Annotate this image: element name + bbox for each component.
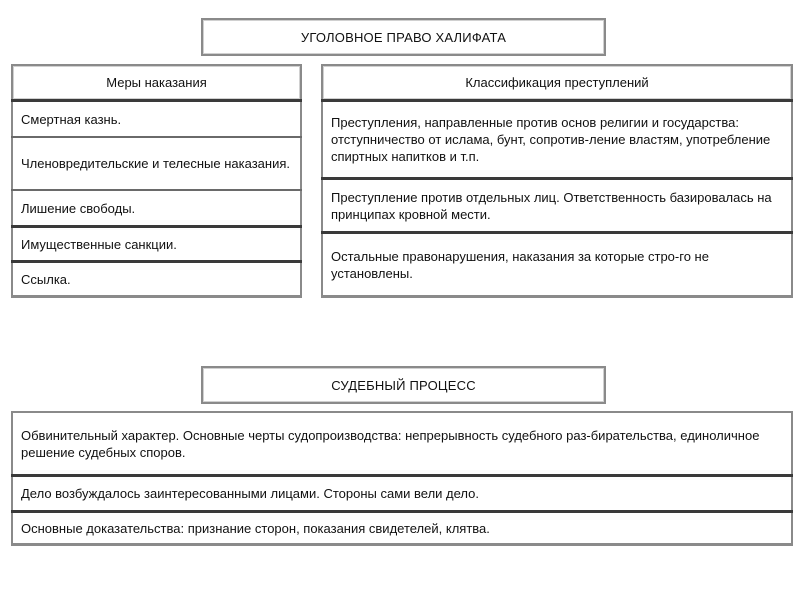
- crime-item: [321, 180, 793, 231]
- crime-item: [321, 234, 793, 296]
- punishment-item: [11, 263, 302, 296]
- crime-item: [321, 102, 793, 177]
- punishment-item: [11, 102, 302, 136]
- punishment-item-text: Лишение свободы.: [21, 200, 136, 216]
- crimes-header-text: Классификация преступлений: [465, 75, 649, 90]
- process-item: [11, 513, 793, 544]
- punishment-item-text: Ссылка.: [21, 272, 71, 287]
- process-item-text: Основные доказательства: признание сторон, показания свидетелей, клятва.: [21, 521, 490, 536]
- criminal-law-title-text: УГОЛОВНОЕ ПРАВО ХАЛИФАТА: [300, 29, 507, 45]
- punishment-item-text: Членовредительские и телесные наказания.: [21, 156, 290, 171]
- punishments-header: [11, 64, 302, 101]
- crime-item-text: Преступление против отдельных лиц. Ответственность базировалась на принципах кровной мести.: [331, 189, 772, 222]
- punishment-item-text: Имущественные санкции.: [21, 237, 177, 252]
- column-bottom-border: [11, 295, 302, 298]
- process-item: [11, 413, 793, 474]
- process-item-text: Обвинительный характер. Основные черты судопроизводства: непрерывность судебного раз-бирательства, единоличное решение судебных споров.: [21, 427, 760, 460]
- punishment-item: [11, 191, 302, 225]
- list-bottom-border: [11, 543, 793, 546]
- criminal-law-title: [201, 18, 606, 56]
- judicial-process-title-text: СУДЕБНЫЙ ПРОЦЕСС: [331, 377, 476, 393]
- judicial-process-title: [201, 366, 606, 404]
- crime-item-text: Остальные правонарушения, наказания за которые стро-го не установлены.: [331, 249, 709, 281]
- column-bottom-border: [321, 295, 793, 298]
- process-item: [11, 477, 793, 510]
- punishment-item: [11, 228, 302, 261]
- crime-item-text: Преступления, направленные против основ религии и государства: отступничество от ислама, бунт, сопротив-ление властям, употребление спиртных напитков и т.п.: [331, 115, 771, 164]
- punishment-item-text: Смертная казнь.: [21, 111, 122, 127]
- punishment-item: [11, 138, 302, 189]
- punishments-header-text: Меры наказания: [106, 75, 207, 90]
- crimes-header: [321, 64, 793, 101]
- process-item-text: Дело возбуждалось заинтересованными лицами. Стороны сами вели дело.: [21, 486, 479, 501]
